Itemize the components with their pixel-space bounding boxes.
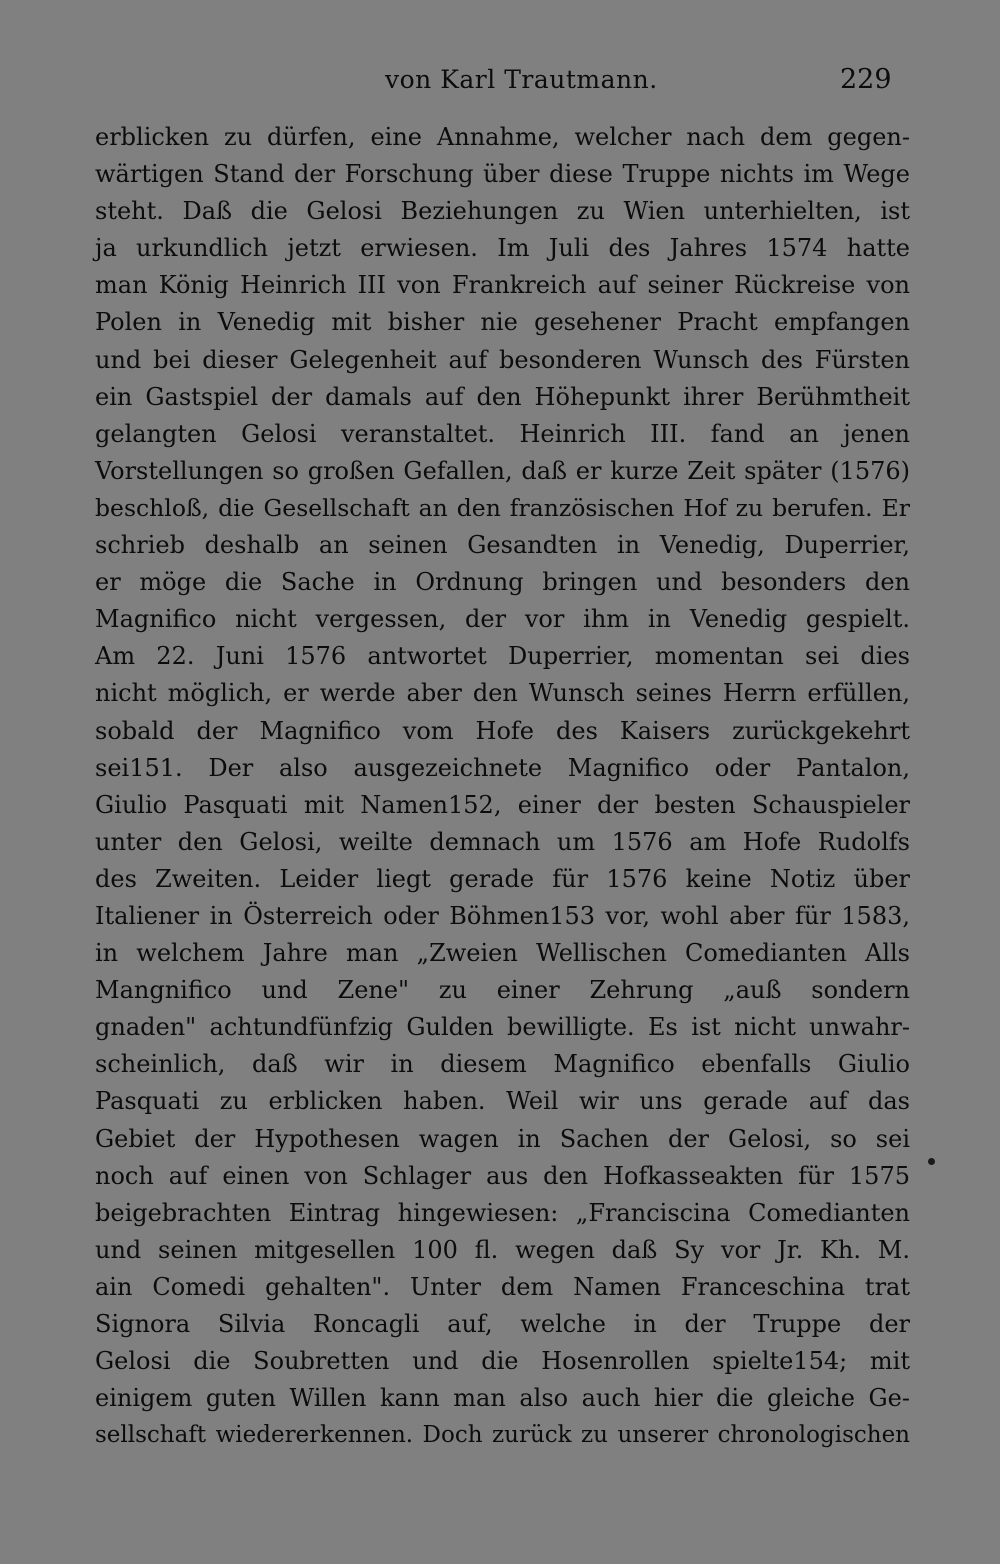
text-line: unter den Gelosi, weilte demnach um 1576 am Hofe Rudolfs xyxy=(95,827,910,856)
text-line: gnaden" achtundfünfzig Gulden bewilligte. Es ist nicht unwahr- xyxy=(95,1013,910,1042)
running-title: von Karl Trautmann. xyxy=(385,65,658,94)
text-line: ein Gastspiel der damals auf den Höhepunkt ihrer Berühmtheit xyxy=(95,382,910,411)
text-line: des Zweiten. Leider liegt gerade für 1576 keine Notiz über xyxy=(95,864,910,893)
text-line: Magnifico nicht vergessen, der vor ihm in Venedig gespielt. xyxy=(95,605,910,634)
text-line: nicht möglich, er werde aber den Wunsch seines Herrn erfüllen, xyxy=(95,679,910,708)
text-line: Mangnifico und Zene" zu einer Zehrung „auß sondern xyxy=(95,976,910,1005)
text-line: schrieb deshalb an seinen Gesandten in Venedig, Duperrier, xyxy=(95,531,910,560)
text-line: Signora Silvia Roncagli auf, welche in der Truppe der xyxy=(95,1310,910,1338)
text-line: einigem guten Willen kann man also auch hier die gleiche Ge- xyxy=(95,1384,910,1413)
text-line: man König Heinrich III von Frankreich auf seiner Rückreise von xyxy=(95,271,910,300)
text-line: Italiener in Österreich oder Böhmen153 vor, wohl aber für 1583, xyxy=(95,901,910,930)
text-line: beigebrachten Eintrag hingewiesen: „Franciscina Comedianten xyxy=(95,1198,910,1227)
text-line: und bei dieser Gelegenheit auf besonderen Wunsch des Fürsten xyxy=(95,345,910,374)
text-line: wärtigen Stand der Forschung über diese Truppe nichts im Wege xyxy=(95,160,910,189)
text-line: Pasquati zu erblicken haben. Weil wir uns gerade auf das xyxy=(95,1087,910,1116)
text-line: noch auf einen von Schlager aus den Hofkasseakten für 1575 xyxy=(95,1161,910,1190)
text-line: Polen in Venedig mit bisher nie gesehener Pracht empfangen xyxy=(95,308,910,337)
text-line: steht. Daß die Gelosi Beziehungen zu Wien unterhielten, ist xyxy=(95,197,910,226)
running-head xyxy=(0,60,1000,100)
text-line: scheinlich, daß wir in diesem Magnifico ebenfalls Giulio xyxy=(95,1050,910,1079)
text-line: Am 22. Juni 1576 antwortet Duperrier, momentan sei dies xyxy=(95,642,910,671)
text-line: Vorstellungen so großen Gefallen, daß er kurze Zeit später (1576) xyxy=(95,456,910,485)
text-line: Giulio Pasquati mit Namen152, einer der besten Schauspieler xyxy=(95,790,910,819)
stray-ink-dot xyxy=(928,1158,935,1165)
text-line: ja urkundlich jetzt erwiesen. Im Juli des Jahres 1574 hatte xyxy=(95,234,910,263)
text-line: beschloß, die Gesellschaft an den französischen Hof zu berufen. Er xyxy=(95,493,910,522)
text-line: erblicken zu dürfen, eine Annahme, welcher nach dem gegen- xyxy=(95,123,910,151)
text-line: und seinen mitgesellen 100 fl. wegen daß Sy vor Jr. Kh. M. xyxy=(95,1235,910,1264)
text-line: Gelosi die Soubretten und die Hosenrollen spielte154; mit xyxy=(95,1347,910,1376)
text-line: gelangten Gelosi veranstaltet. Heinrich III. fand an jenen xyxy=(95,419,910,448)
page-number: 229 xyxy=(840,64,892,95)
text-line: ain Comedi gehalten". Unter dem Namen Franceschina trat xyxy=(95,1272,910,1301)
text-line: sobald der Magnifico vom Hofe des Kaisers zurückgekehrt xyxy=(95,716,910,745)
text-line: in welchem Jahre man „Zweien Wellischen Comedianten Alls xyxy=(95,939,910,968)
body-text xyxy=(95,119,910,1454)
text-line: sei151. Der also ausgezeichnete Magnifico oder Pantalon, xyxy=(95,753,910,782)
text-line: Gebiet der Hypothesen wagen in Sachen der Gelosi, so sei xyxy=(95,1124,910,1153)
text-line: sellschaft wiedererkennen. Doch zurück zu unserer chronologischen xyxy=(95,1422,910,1449)
text-line: er möge die Sache in Ordnung bringen und besonders den xyxy=(95,568,910,597)
